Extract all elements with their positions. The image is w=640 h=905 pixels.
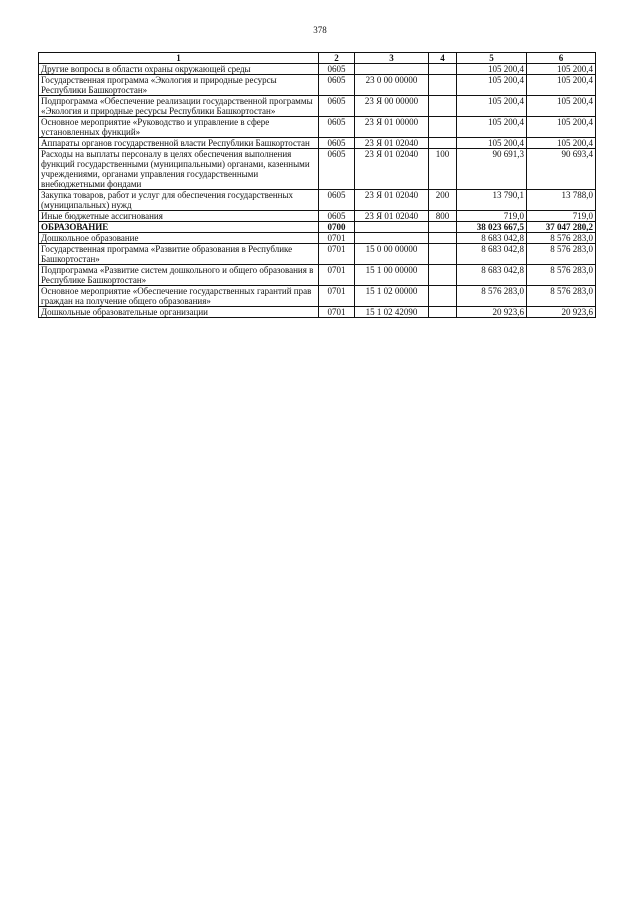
cell-target-article: 15 1 02 00000 — [355, 286, 429, 307]
cell-section: 0701 — [319, 244, 355, 265]
cell-section: 0605 — [319, 75, 355, 96]
cell-amount-2: 719,0 — [527, 211, 596, 222]
table-row — [39, 244, 596, 265]
page-number: 378 — [313, 25, 327, 35]
cell-expense-type: 100 — [429, 149, 457, 190]
cell-expense-type: 800 — [429, 211, 457, 222]
cell-amount-2: 105 200,4 — [527, 96, 596, 117]
cell-target-article — [355, 233, 429, 244]
cell-expense-type — [429, 286, 457, 307]
column-header: 1 — [39, 53, 319, 64]
cell-expense-type — [429, 233, 457, 244]
cell-target-article: 23 Я 01 02040 — [355, 211, 429, 222]
cell-target-article: 23 Я 01 02040 — [355, 138, 429, 149]
table-row — [39, 307, 596, 318]
table-row — [39, 233, 596, 244]
cell-target-article: 23 Я 01 02040 — [355, 149, 429, 190]
cell-expense-type — [429, 64, 457, 75]
cell-name: ОБРАЗОВАНИЕ — [39, 222, 319, 233]
table-row — [39, 138, 596, 149]
cell-expense-type — [429, 265, 457, 286]
cell-name: Подпрограмма «Обеспечение реализации государственной программы «Экология и природные ресурсы Республики Башкортостан» — [39, 96, 319, 117]
cell-name: Дошкольные образовательные организации — [39, 307, 319, 318]
cell-name: Основное мероприятие «Обеспечение государственных гарантий прав граждан на получение общего образования» — [39, 286, 319, 307]
cell-expense-type — [429, 244, 457, 265]
cell-section: 0605 — [319, 190, 355, 211]
cell-amount-1: 8 683 042,8 — [457, 265, 527, 286]
column-header: 4 — [429, 53, 457, 64]
cell-section: 0701 — [319, 233, 355, 244]
cell-expense-type — [429, 138, 457, 149]
table-row — [39, 190, 596, 211]
table-row — [39, 149, 596, 190]
cell-section: 0605 — [319, 96, 355, 117]
cell-amount-2: 90 693,4 — [527, 149, 596, 190]
column-header: 3 — [355, 53, 429, 64]
cell-amount-1: 105 200,4 — [457, 75, 527, 96]
cell-amount-2: 20 923,6 — [527, 307, 596, 318]
cell-target-article: 23 Я 01 00000 — [355, 117, 429, 138]
cell-amount-1: 105 200,4 — [457, 117, 527, 138]
cell-target-article: 23 Я 01 02040 — [355, 190, 429, 211]
cell-target-article — [355, 222, 429, 233]
cell-name: Государственная программа «Развитие образования в Республике Башкортостан» — [39, 244, 319, 265]
cell-section: 0605 — [319, 138, 355, 149]
cell-target-article: 15 1 00 00000 — [355, 265, 429, 286]
cell-expense-type: 200 — [429, 190, 457, 211]
cell-amount-1: 38 023 667,5 — [457, 222, 527, 233]
cell-amount-2: 105 200,4 — [527, 117, 596, 138]
cell-amount-2: 105 200,4 — [527, 75, 596, 96]
cell-section: 0605 — [319, 149, 355, 190]
budget-table — [38, 52, 596, 318]
cell-target-article: 23 0 00 00000 — [355, 75, 429, 96]
cell-amount-2: 105 200,4 — [527, 138, 596, 149]
cell-section: 0605 — [319, 117, 355, 138]
cell-amount-1: 8 683 042,8 — [457, 244, 527, 265]
cell-expense-type — [429, 117, 457, 138]
table-row — [39, 64, 596, 75]
cell-section: 0605 — [319, 211, 355, 222]
cell-section: 0701 — [319, 265, 355, 286]
cell-amount-1: 20 923,6 — [457, 307, 527, 318]
cell-expense-type — [429, 96, 457, 117]
cell-amount-2: 8 576 283,0 — [527, 244, 596, 265]
cell-expense-type — [429, 222, 457, 233]
cell-section: 0700 — [319, 222, 355, 233]
column-header: 6 — [527, 53, 596, 64]
column-header: 5 — [457, 53, 527, 64]
cell-amount-1: 105 200,4 — [457, 138, 527, 149]
table-row — [39, 286, 596, 307]
cell-name: Аппараты органов государственной власти Республики Башкортостан — [39, 138, 319, 149]
table-row — [39, 75, 596, 96]
cell-name: Государственная программа «Экология и природные ресурсы Республики Башкортостан» — [39, 75, 319, 96]
cell-amount-1: 13 790,1 — [457, 190, 527, 211]
cell-name: Подпрограмма «Развитие систем дошкольного и общего образования в Республике Башкортостан» — [39, 265, 319, 286]
cell-name: Другие вопросы в области охраны окружающей среды — [39, 64, 319, 75]
cell-amount-1: 8 683 042,8 — [457, 233, 527, 244]
cell-amount-1: 719,0 — [457, 211, 527, 222]
cell-name: Дошкольное образование — [39, 233, 319, 244]
cell-amount-1: 105 200,4 — [457, 96, 527, 117]
table-row — [39, 222, 596, 233]
table-row — [39, 96, 596, 117]
cell-target-article — [355, 64, 429, 75]
cell-name: Основное мероприятие «Руководство и управление в сфере установленных функций» — [39, 117, 319, 138]
cell-amount-2: 13 788,0 — [527, 190, 596, 211]
cell-section: 0701 — [319, 286, 355, 307]
cell-amount-2: 8 576 283,0 — [527, 233, 596, 244]
cell-amount-1: 105 200,4 — [457, 64, 527, 75]
cell-name: Закупка товаров, работ и услуг для обеспечения государственных (муниципальных) нужд — [39, 190, 319, 211]
cell-target-article: 15 1 02 42090 — [355, 307, 429, 318]
cell-amount-2: 8 576 283,0 — [527, 286, 596, 307]
table-row — [39, 117, 596, 138]
cell-expense-type — [429, 307, 457, 318]
cell-name: Расходы на выплаты персоналу в целях обеспечения выполнения функций государственными (муниципальными) органами, казенными учреждениями, органами управления государственными внебюджетными фондами — [39, 149, 319, 190]
cell-amount-2: 37 047 280,2 — [527, 222, 596, 233]
cell-section: 0605 — [319, 64, 355, 75]
cell-amount-1: 90 691,3 — [457, 149, 527, 190]
table-row — [39, 211, 596, 222]
cell-target-article: 23 Я 00 00000 — [355, 96, 429, 117]
cell-section: 0701 — [319, 307, 355, 318]
cell-target-article: 15 0 00 00000 — [355, 244, 429, 265]
column-header: 2 — [319, 53, 355, 64]
header-row — [39, 53, 596, 64]
cell-name: Иные бюджетные ассигнования — [39, 211, 319, 222]
table-body — [39, 64, 596, 318]
cell-amount-1: 8 576 283,0 — [457, 286, 527, 307]
cell-amount-2: 8 576 283,0 — [527, 265, 596, 286]
table-row — [39, 265, 596, 286]
cell-amount-2: 105 200,4 — [527, 64, 596, 75]
cell-expense-type — [429, 75, 457, 96]
